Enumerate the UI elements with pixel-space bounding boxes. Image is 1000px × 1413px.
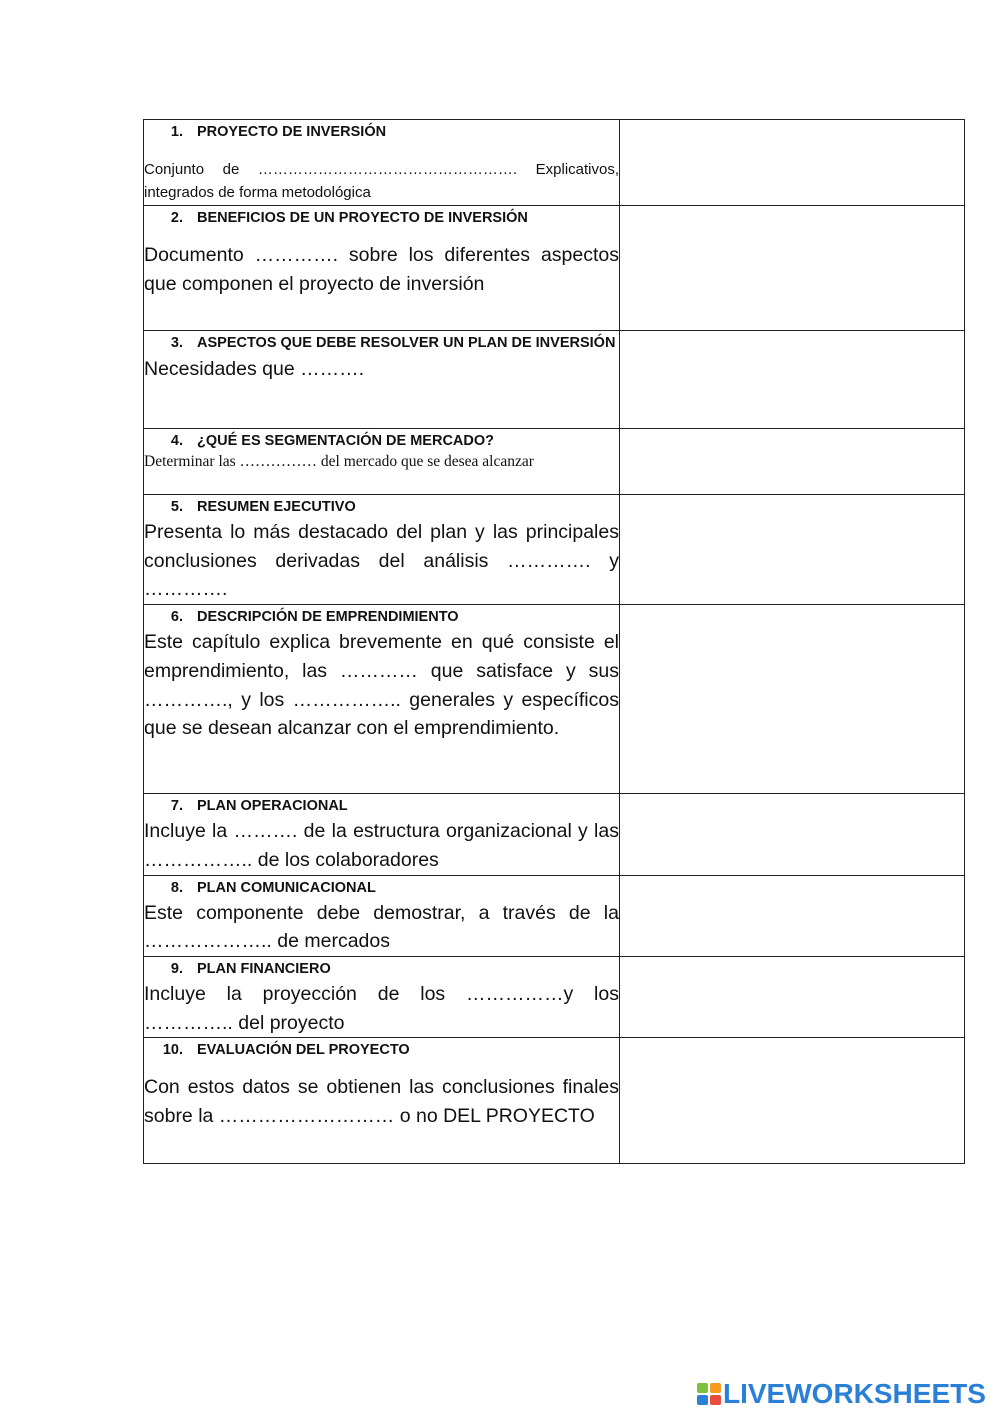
question-text: Documento …………. sobre los diferentes aspectos que componen el proyecto de inversión [144,244,619,295]
table-row [144,1038,965,1164]
question-text: Determinar las …………… del mercado que se desea alcanzar [144,453,534,470]
question-cell [144,956,620,1037]
question-cell [144,120,620,206]
question-heading: 10. EVALUACIÓN DEL PROYECTO [162,1042,410,1059]
table-row [144,875,965,956]
question-text: Presenta lo más destacado del plan y las principales conclusiones derivadas del análisis …………. y …………. [144,521,619,601]
answer-cell[interactable] [620,605,965,794]
question-heading: 3. ASPECTOS QUE DEBE RESOLVER UN PLAN DE INVERSIÓN [170,335,616,351]
question-text: Conjunto de ……………………………………………. Explicativos, integrados de forma metodológica [144,161,619,201]
question-text: Este componente debe demostrar, a través de la ……………….. de mercados [144,901,619,953]
question-heading: 5. RESUMEN EJECUTIVO [170,499,356,515]
answer-cell[interactable] [620,429,965,495]
question-heading: 9. PLAN FINANCIERO [170,960,331,977]
table-row [144,429,965,495]
worksheet-table [143,119,965,1164]
table-row [144,605,965,794]
answer-cell[interactable] [620,120,965,206]
question-cell [144,206,620,331]
question-cell [144,1038,620,1164]
question-text: Incluye la proyección de los ……………y los ………….. del proyecto [144,982,619,1034]
table-row [144,956,965,1037]
question-cell [144,794,620,875]
question-cell [144,429,620,495]
table-row [144,794,965,875]
question-heading: 2. BENEFICIOS DE UN PROYECTO DE INVERSIÓN [170,210,528,226]
answer-cell[interactable] [620,206,965,331]
question-heading: 4. ¿QUÉ ES SEGMENTACIÓN DE MERCADO? [170,433,494,449]
table-row [144,495,965,605]
table-row [144,120,965,206]
answer-cell[interactable] [620,794,965,875]
question-cell [144,605,620,794]
question-text: Necesidades que ………. [144,358,365,380]
question-text: Con estos datos se obtienen las conclusiones finales sobre la ……………………… o no DEL PROYECTO [144,1076,619,1128]
answer-cell[interactable] [620,956,965,1037]
table-row [144,206,965,331]
liveworksheets-logo [697,1378,986,1410]
question-cell [144,331,620,429]
brand-name: LIVEWORKSHEETS [723,1378,986,1409]
liveworksheets-logo-icon [697,1383,721,1405]
question-text: Este capítulo explica brevemente en qué consiste el emprendimiento, las ………… que satisface y sus …………., y los …………….. generales y específicos que se desean alcanzar con el emprendimiento. [144,631,619,740]
question-heading: 1. PROYECTO DE INVERSIÓN [170,124,387,140]
question-heading: 8. PLAN COMUNICACIONAL [170,879,376,896]
answer-cell[interactable] [620,495,965,605]
answer-cell[interactable] [620,331,965,429]
answer-cell[interactable] [620,875,965,956]
answer-cell[interactable] [620,1038,965,1164]
question-heading: 7. PLAN OPERACIONAL [170,798,348,815]
table-row [144,331,965,429]
question-cell [144,875,620,956]
question-heading: 6. DESCRIPCIÓN DE EMPRENDIMIENTO [170,609,459,626]
question-cell [144,495,620,605]
question-text: Incluye la ………. de la estructura organizacional y las …………….. de los colaboradores [144,820,619,871]
